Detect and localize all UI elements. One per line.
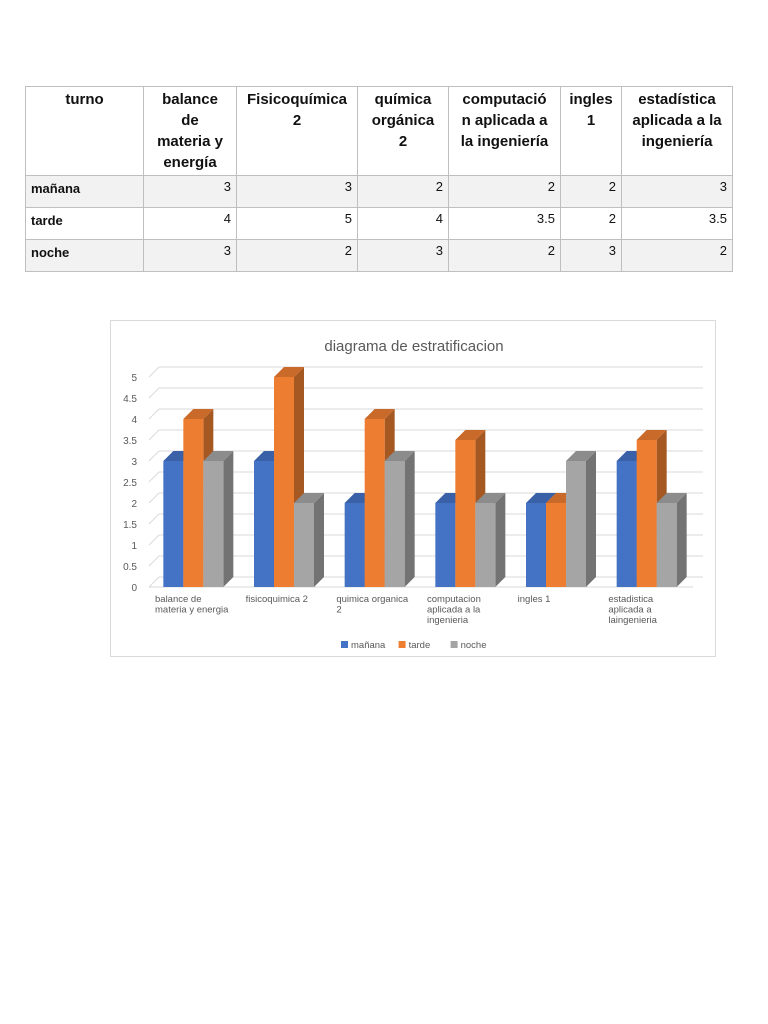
y-tick-label: 0 xyxy=(131,583,137,594)
table-cell: 2 xyxy=(622,240,733,272)
bar xyxy=(203,451,233,587)
table-cell: 2 xyxy=(449,176,561,208)
table-row xyxy=(26,176,733,208)
legend-swatch xyxy=(399,641,406,648)
y-tick-label: 1.5 xyxy=(123,520,137,531)
y-tick-label: 2 xyxy=(131,499,137,510)
y-tick-label: 1 xyxy=(131,541,137,552)
legend-label: noche xyxy=(460,640,487,651)
legend-swatch xyxy=(451,641,458,648)
bar-chart xyxy=(111,321,717,658)
gridline-side xyxy=(149,514,159,524)
gridline-side xyxy=(149,388,159,398)
table-cell: 3 xyxy=(144,240,237,272)
legend-item xyxy=(399,640,431,651)
table-cell: 3 xyxy=(237,176,358,208)
table-cell: 3.5 xyxy=(622,208,733,240)
bar xyxy=(566,451,596,587)
bar xyxy=(294,493,324,587)
gridline-side xyxy=(149,556,159,566)
legend-item xyxy=(451,640,487,651)
gridline-side xyxy=(149,451,159,461)
legend-label: mañana xyxy=(351,640,386,651)
gridline-side xyxy=(149,472,159,482)
header-quimica-organica: química orgánica 2 xyxy=(358,87,449,176)
gridline-side xyxy=(149,367,159,377)
table-cell: 3 xyxy=(561,240,622,272)
x-tick-label: estadistica aplicada a laingenieria xyxy=(608,594,657,626)
header-balance: balance de materia y energía xyxy=(144,87,237,176)
gridline-side xyxy=(149,535,159,545)
table-cell: 2 xyxy=(449,240,561,272)
legend-swatch xyxy=(341,641,348,648)
legend-label: tarde xyxy=(408,640,431,651)
chart-title: diagrama de estratificacion xyxy=(324,338,504,355)
y-tick-label: 3 xyxy=(131,457,137,468)
table-cell: 4 xyxy=(358,208,449,240)
table-cell: 2 xyxy=(237,240,358,272)
y-tick-label: 2.5 xyxy=(123,478,137,489)
y-tick-label: 4 xyxy=(131,415,137,426)
bar xyxy=(385,451,415,587)
row-label: tarde xyxy=(26,208,144,240)
y-tick-label: 3.5 xyxy=(123,436,137,447)
header-computacion: computació n aplicada a la ingeniería xyxy=(449,87,561,176)
table-row xyxy=(26,240,733,272)
x-tick-label: computacion aplicada a la ingenieria xyxy=(427,594,481,626)
table-cell: 3 xyxy=(358,240,449,272)
x-tick-label: balance de materia y energia xyxy=(155,594,229,616)
gridline-side xyxy=(149,430,159,440)
gridline-side xyxy=(149,493,159,503)
x-tick-label: fisicoquimica 2 xyxy=(245,594,308,605)
y-tick-label: 0.5 xyxy=(123,562,137,573)
table-row xyxy=(26,208,733,240)
table-header-row xyxy=(26,87,733,176)
chart-container xyxy=(110,320,716,657)
legend-item xyxy=(341,640,386,651)
bar xyxy=(657,493,687,587)
x-tick-label: quimica organica 2 xyxy=(336,594,409,616)
row-label: noche xyxy=(26,240,144,272)
table-cell: 5 xyxy=(237,208,358,240)
header-fisicoquimica: Fisicoquímica 2 xyxy=(237,87,358,176)
header-ingles: ingles 1 xyxy=(561,87,622,176)
gridline-side xyxy=(149,577,159,587)
header-estadistica: estadística aplicada a la ingeniería xyxy=(622,87,733,176)
y-tick-label: 4.5 xyxy=(123,394,137,405)
table-cell: 3 xyxy=(622,176,733,208)
table-cell: 3.5 xyxy=(449,208,561,240)
table-cell: 3 xyxy=(144,176,237,208)
x-tick-label: ingles 1 xyxy=(517,594,551,605)
header-turno: turno xyxy=(26,87,144,176)
gridline-side xyxy=(149,409,159,419)
y-tick-label: 5 xyxy=(131,373,137,384)
row-label: mañana xyxy=(26,176,144,208)
table-cell: 2 xyxy=(561,208,622,240)
bar xyxy=(475,493,505,587)
table-cell: 2 xyxy=(561,176,622,208)
table-cell: 4 xyxy=(144,208,237,240)
table-cell: 2 xyxy=(358,176,449,208)
data-table xyxy=(25,86,733,272)
